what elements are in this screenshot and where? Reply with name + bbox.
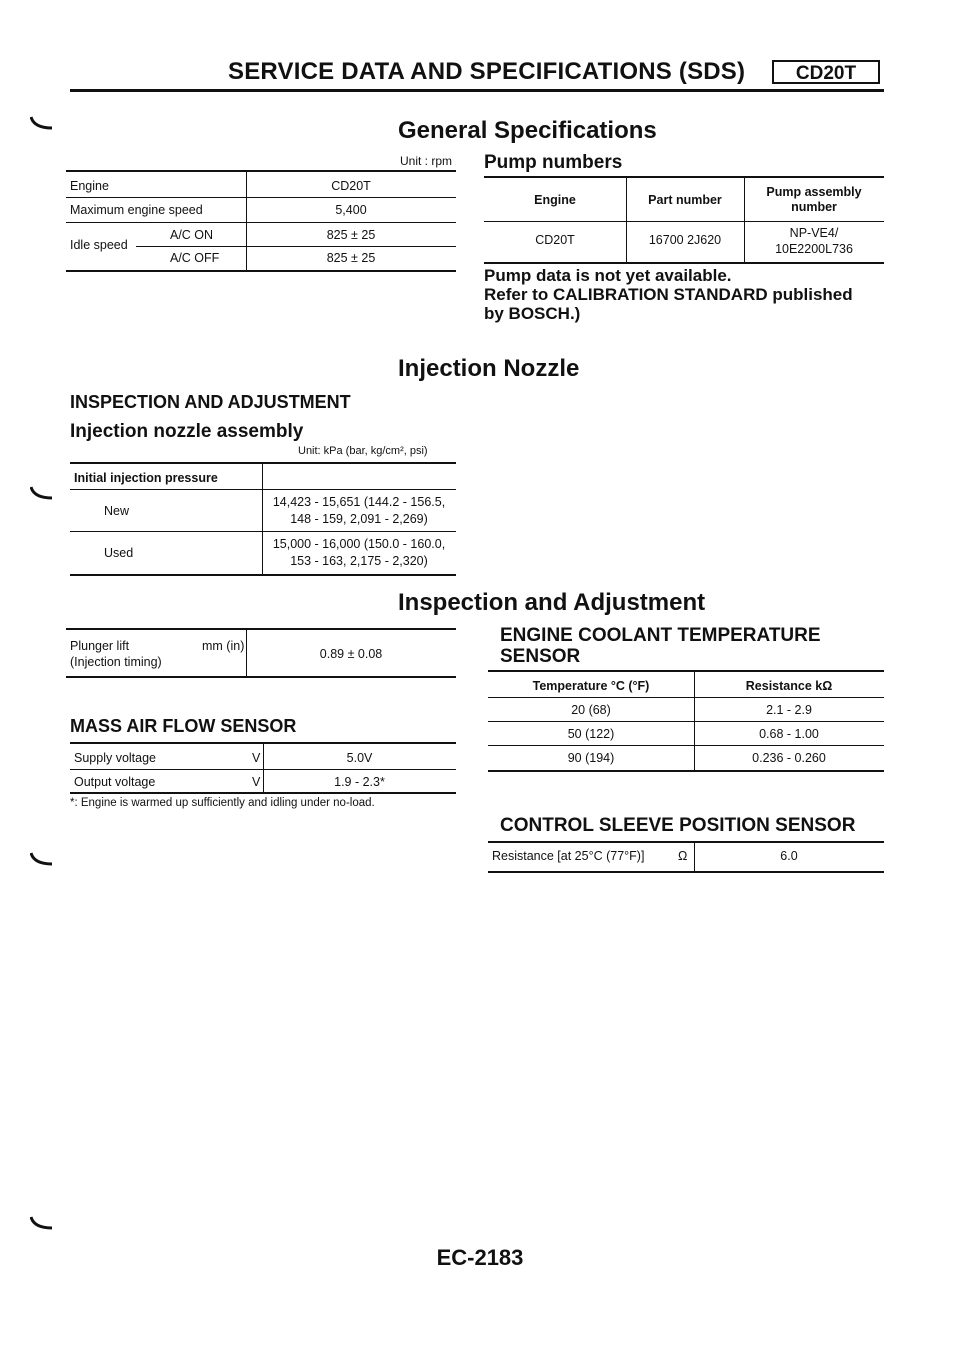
ect-sensor-title-2: SENSOR bbox=[500, 646, 581, 667]
ect-row-resistance: 0.236 - 0.260 bbox=[752, 751, 826, 765]
engine-model-badge: CD20T bbox=[772, 60, 880, 84]
ect-row-resistance: 0.68 - 1.00 bbox=[759, 727, 819, 741]
revision-mark-icon bbox=[30, 852, 54, 866]
ect-row-temp: 90 (194) bbox=[567, 751, 615, 765]
ac-off-value: 825 ± 25 bbox=[326, 251, 376, 265]
injection-timing-label: (Injection timing) bbox=[70, 655, 162, 669]
csp-sensor-table bbox=[488, 841, 884, 863]
nozzle-new-value-1: 14,423 - 15,651 (144.2 - 156.5, bbox=[272, 495, 446, 509]
engine-value: CD20T bbox=[331, 179, 371, 193]
nozzle-new-label: New bbox=[104, 504, 130, 518]
max-speed-label: Maximum engine speed bbox=[70, 203, 203, 217]
output-voltage-value: 1.9 - 2.3* bbox=[334, 775, 385, 789]
pump-row-assembly-2: 10E2200L736 bbox=[775, 242, 853, 256]
nozzle-used-value-1: 15,000 - 16,000 (150.0 - 160.0, bbox=[272, 537, 446, 551]
maf-sensor-title: MASS AIR FLOW SENSOR bbox=[70, 716, 297, 736]
nozzle-unit-label: Unit: kPa (bar, kg/cm², psi) bbox=[298, 445, 428, 457]
output-voltage-label: Output voltage bbox=[74, 775, 156, 789]
nozzle-new-value-2: 148 - 159, 2,091 - 2,269) bbox=[290, 512, 428, 526]
pump-note-1: Pump data is not yet available. bbox=[484, 266, 732, 285]
csp-resistance-label: Resistance [at 25°C (77°F)] bbox=[492, 849, 645, 863]
general-specifications-title: General Specifications bbox=[398, 117, 657, 144]
maf-sensor-table bbox=[70, 742, 456, 789]
pump-note-3: by BOSCH.) bbox=[484, 304, 581, 323]
max-speed-value: 5,400 bbox=[335, 203, 367, 217]
ac-on-value: 825 ± 25 bbox=[326, 228, 376, 242]
revision-mark-icon bbox=[30, 116, 54, 130]
plunger-lift-table bbox=[66, 628, 456, 669]
ect-sensor-table bbox=[488, 670, 884, 765]
page-number: EC-2183 bbox=[436, 1245, 524, 1270]
nozzle-used-label: Used bbox=[104, 546, 134, 560]
maf-footnote: *: Engine is warmed up sufficiently and idling under no-load. bbox=[70, 797, 375, 809]
ect-row-temp: 20 (68) bbox=[571, 703, 611, 717]
ect-col-temperature: Temperature °C (°F) bbox=[532, 679, 650, 693]
nozzle-assembly-title: Injection nozzle assembly bbox=[70, 421, 304, 442]
injection-nozzle-title: Injection Nozzle bbox=[398, 355, 580, 382]
ect-sensor-title-1: ENGINE COOLANT TEMPERATURE bbox=[500, 625, 821, 646]
plunger-lift-unit: mm (in) bbox=[202, 639, 245, 653]
ect-row-resistance: 2.1 - 2.9 bbox=[766, 703, 812, 717]
nozzle-used-value-2: 153 - 163, 2,175 - 2,320) bbox=[290, 554, 428, 568]
pump-numbers-title: Pump numbers bbox=[484, 152, 623, 173]
csp-resistance-value: 6.0 bbox=[780, 849, 798, 863]
ac-off-label: A/C OFF bbox=[170, 251, 220, 265]
idle-speed-label: Idle speed bbox=[70, 238, 128, 252]
revision-mark-icon bbox=[30, 486, 54, 500]
ect-row-temp: 50 (122) bbox=[567, 727, 615, 741]
output-voltage-unit: V bbox=[252, 775, 261, 789]
initial-pressure-header: Initial injection pressure bbox=[74, 471, 218, 485]
pump-numbers-table bbox=[484, 176, 884, 256]
supply-voltage-label: Supply voltage bbox=[74, 751, 157, 765]
engine-label: Engine bbox=[70, 179, 109, 193]
inspection-adjustment-subtitle: INSPECTION AND ADJUSTMENT bbox=[70, 392, 351, 412]
pump-row-engine: CD20T bbox=[535, 233, 575, 247]
header-rule bbox=[70, 89, 884, 92]
pump-row-part: 16700 2J620 bbox=[648, 233, 722, 247]
plunger-lift-value: 0.89 ± 0.08 bbox=[319, 647, 383, 661]
pump-col-part: Part number bbox=[648, 193, 722, 207]
general-unit-label: Unit : rpm bbox=[400, 154, 453, 168]
page-header-title: SERVICE DATA AND SPECIFICATIONS (SDS) bbox=[228, 58, 746, 85]
pump-col-assembly-2: number bbox=[791, 200, 837, 214]
csp-resistance-unit: Ω bbox=[678, 849, 688, 863]
general-specifications-table bbox=[66, 170, 456, 265]
csp-sensor-title: CONTROL SLEEVE POSITION SENSOR bbox=[500, 815, 856, 836]
ect-col-resistance: Resistance kΩ bbox=[745, 679, 833, 693]
pump-row-assembly-1: NP-VE4/ bbox=[789, 226, 839, 240]
pump-note-2: Refer to CALIBRATION STANDARD published bbox=[484, 285, 853, 304]
ac-on-label: A/C ON bbox=[170, 228, 214, 242]
pump-col-assembly-1: Pump assembly bbox=[766, 185, 862, 199]
inspection-adjustment-title: Inspection and Adjustment bbox=[398, 589, 706, 616]
pump-col-engine: Engine bbox=[534, 193, 576, 207]
supply-voltage-value: 5.0V bbox=[346, 751, 373, 765]
plunger-lift-label: Plunger lift bbox=[70, 639, 130, 653]
nozzle-pressure-table bbox=[70, 462, 456, 568]
revision-mark-icon bbox=[30, 1216, 54, 1230]
supply-voltage-unit: V bbox=[252, 751, 261, 765]
